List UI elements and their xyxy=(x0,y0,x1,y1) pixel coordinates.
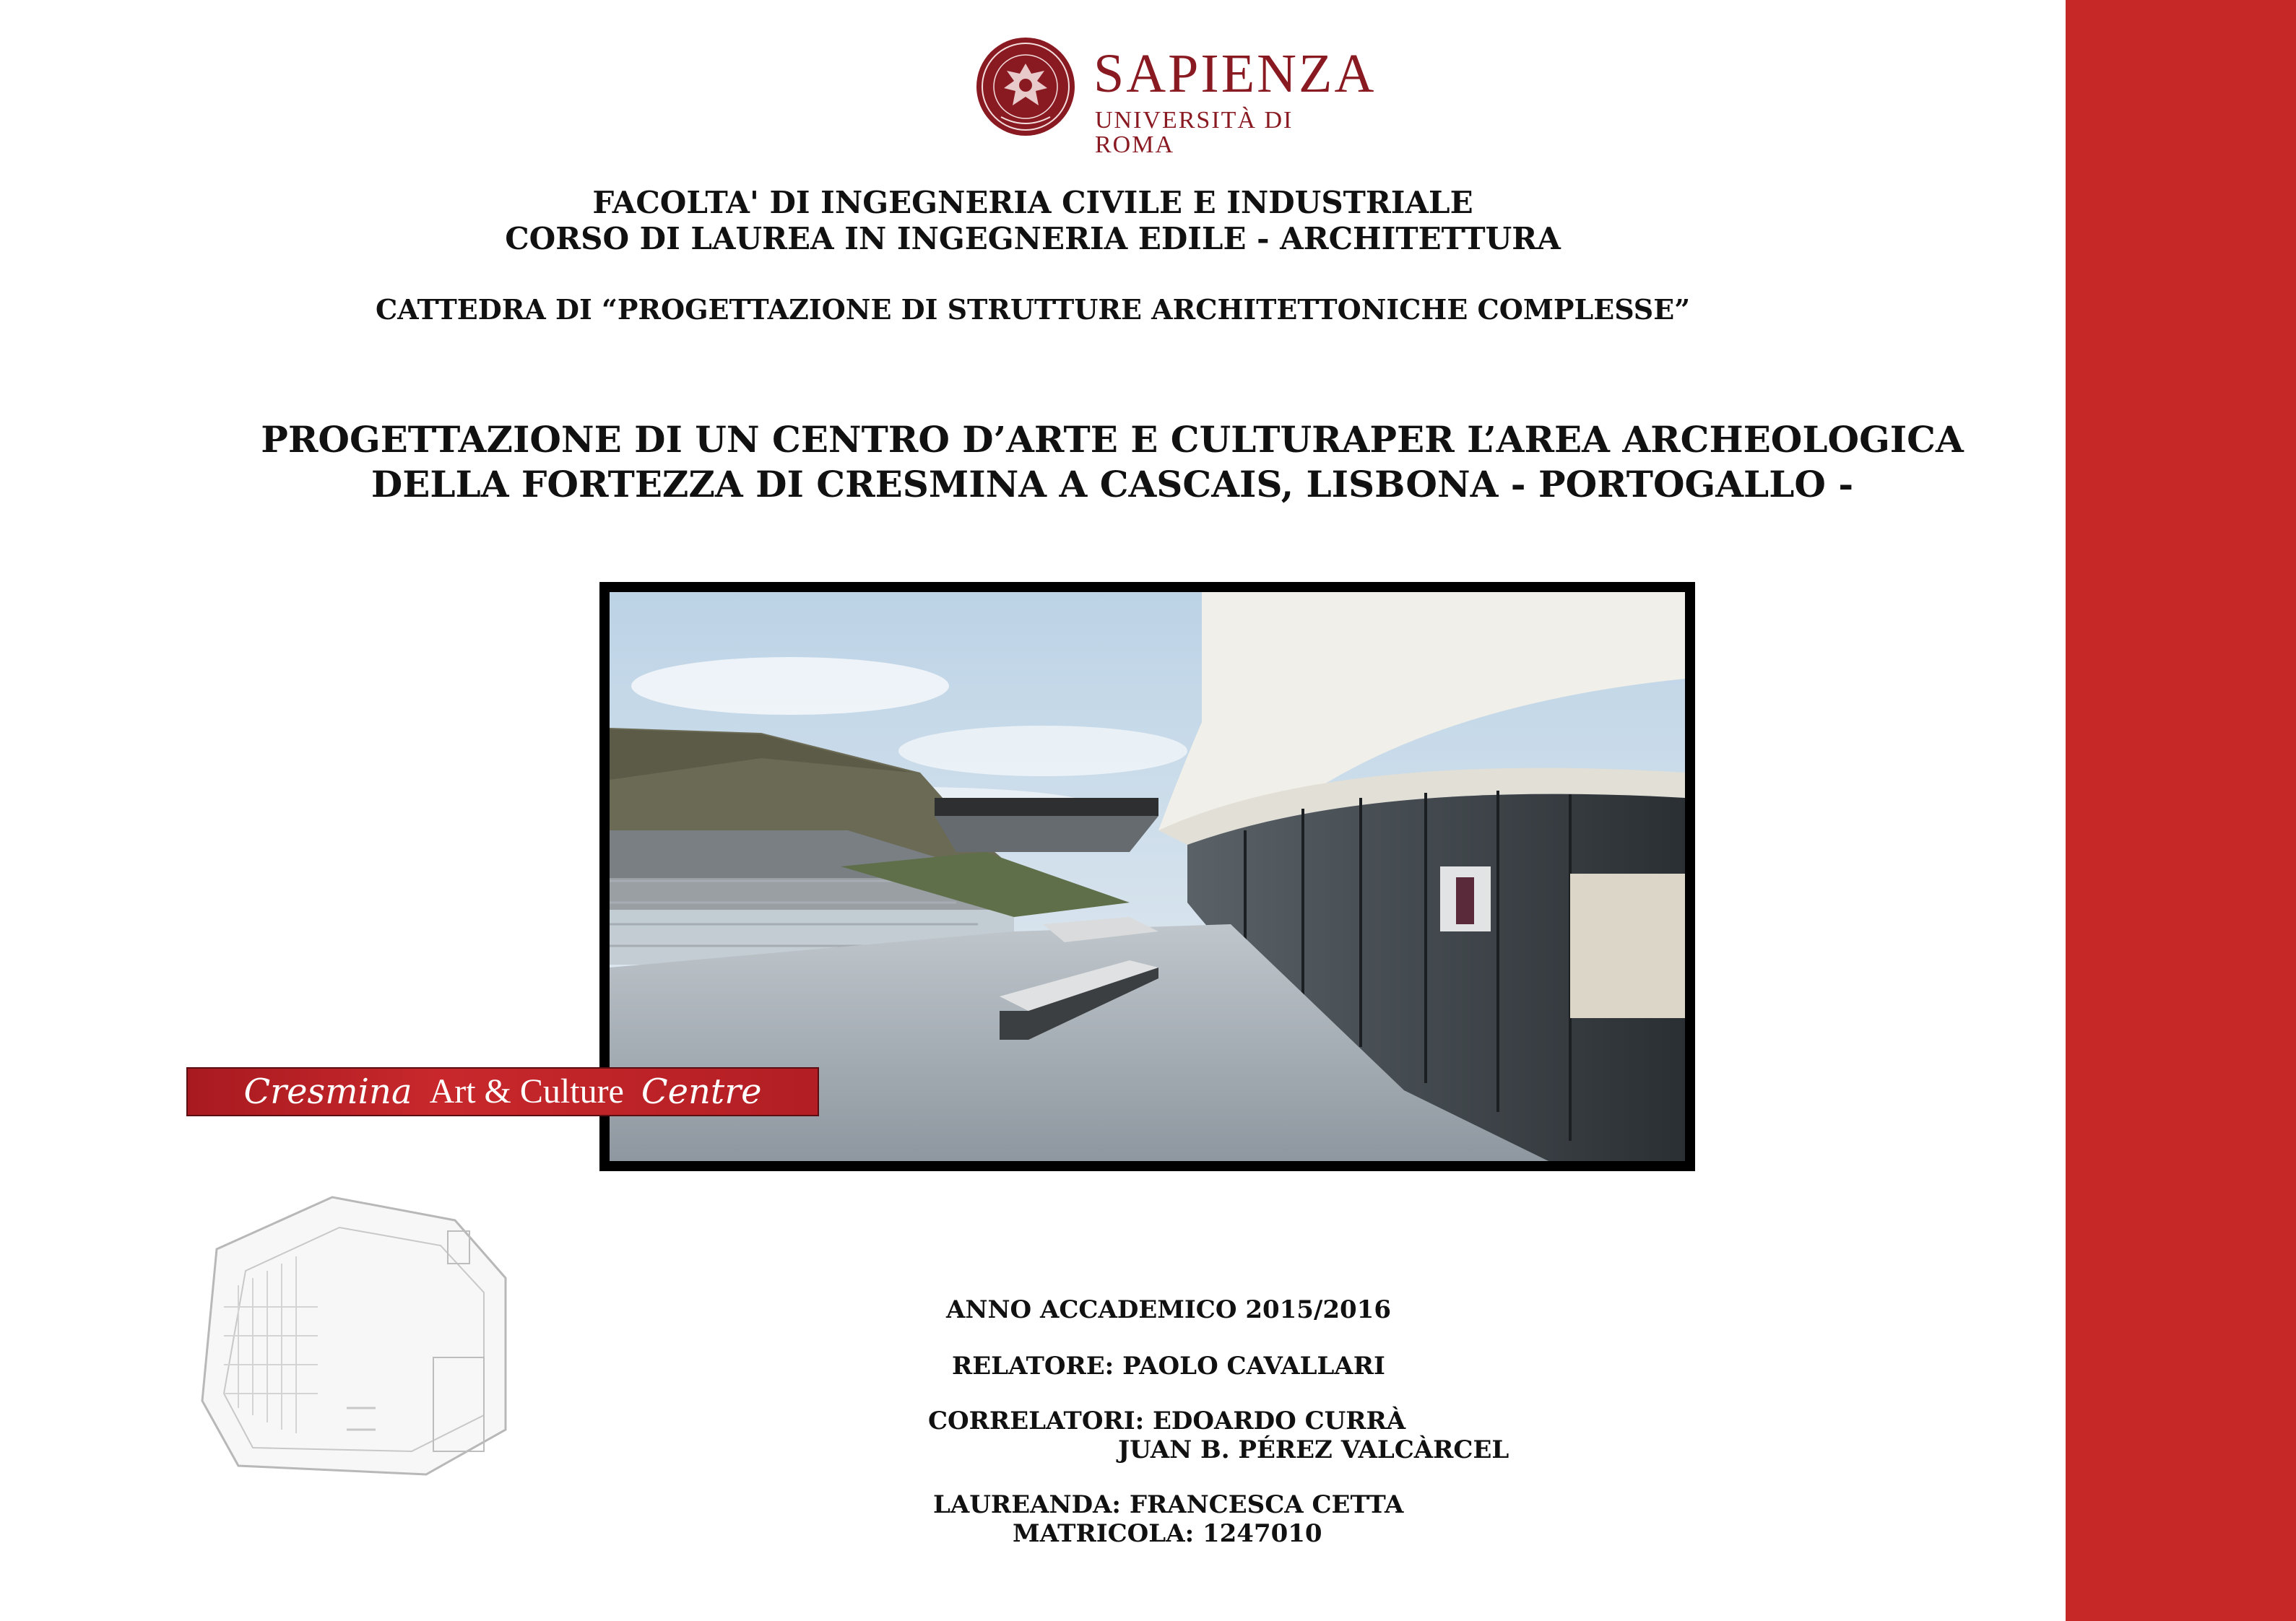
project-name-banner xyxy=(186,1067,819,1116)
banner-word-cresmina: Cresmina xyxy=(243,1072,412,1112)
chair-name: CATTEDRA DI “PROGETTAZIONE DI STRUTTURE ARCHITETTONICHE COMPLESSE” xyxy=(375,293,1691,326)
title-line-2: DELLA FORTEZZA DI CRESMINA A CASCAIS, LISBONA - PORTOGALLO - xyxy=(371,463,1854,505)
student-id: MATRICOLA: 1247010 xyxy=(1013,1519,1322,1548)
banner-word-art-culture: Art & Culture xyxy=(429,1072,624,1111)
co-supervisors: CORRELATORI: EDOARDO CURRÀ xyxy=(928,1407,1406,1435)
co-supervisor-2: JUAN B. PÉREZ VALCÀRCEL xyxy=(1118,1435,1509,1464)
university-logo xyxy=(975,36,1377,158)
course-name: CORSO DI LAUREA IN INGEGNERIA EDILE - ARCHITETTURA xyxy=(505,221,1561,256)
student-name: LAUREANDA: FRANCESCA CETTA xyxy=(933,1490,1404,1519)
supervisor: RELATORE: PAOLO CAVALLARI xyxy=(952,1352,1385,1381)
university-name: SAPIENZA xyxy=(1093,43,1377,104)
academic-year: ANNO ACCADEMICO 2015/2016 xyxy=(946,1295,1392,1324)
university-seal-icon xyxy=(975,36,1076,137)
title-line-1: PROGETTAZIONE DI UN CENTRO D’ARTE E CULTURAPER L’AREA ARCHEOLOGICA xyxy=(261,418,1964,461)
banner-word-centre: Centre xyxy=(641,1072,762,1112)
floor-plan-drawing xyxy=(195,1191,527,1480)
thesis-title xyxy=(188,417,2037,507)
side-color-band xyxy=(2066,0,2296,1621)
university-subtitle: UNIVERSITÀ DI ROMA xyxy=(1095,107,1294,158)
faculty-name: FACOLTA' DI INGEGNERIA CIVILE E INDUSTRIALE xyxy=(592,185,1473,220)
faculty-block xyxy=(0,185,2066,257)
